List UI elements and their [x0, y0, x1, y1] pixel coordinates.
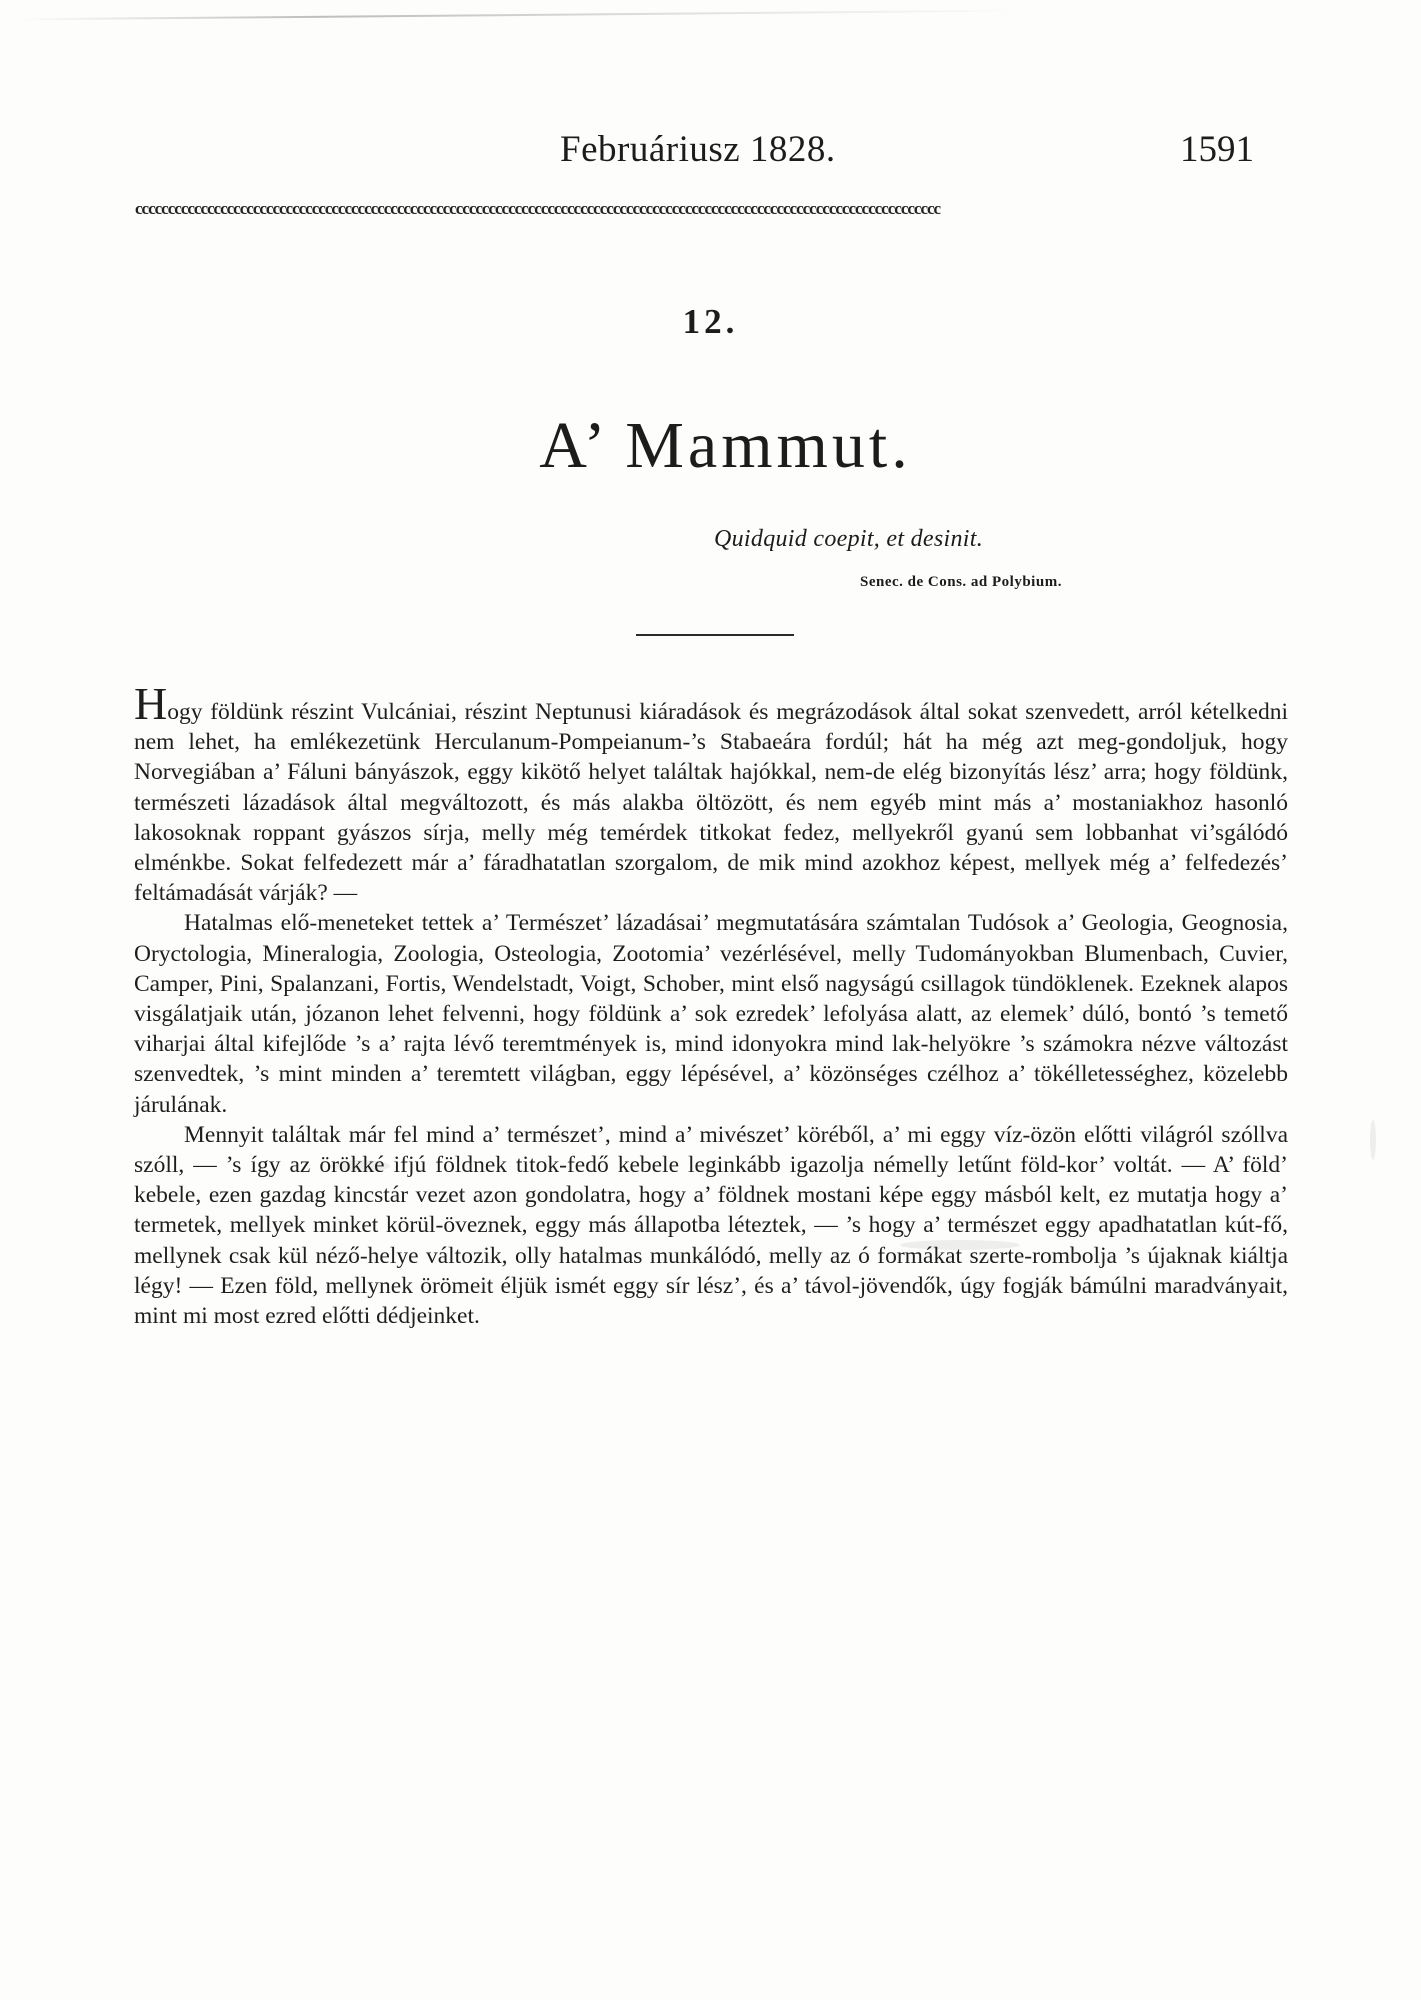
section-number: 12. [682, 302, 739, 341]
scan-edge-mark [20, 10, 1020, 21]
ornamental-rule: ccccccccccccccccccccccccccccccccccccccccccccccccccccccccccccccccccccccccccccccccccccccccccccccccccccccccccccccccccccccccccc [135, 200, 941, 218]
epigraph-source: Senec. de Cons. ad Polybium. [860, 574, 1062, 590]
paragraph-1 [134, 678, 1288, 908]
title-divider [636, 634, 794, 636]
drop-cap: H [134, 678, 168, 729]
paragraph-1-text: ogy földünk részint Vulcániai, részint Neptunusi kiáradások és megrázodások által sokat szenvedett, arról kételkedni nem lehet, ha emlékezetünk Herculanum-Pompeianum-’s Stabaeára fordúl; hát ha még azt meg-gondoljuk, hogy Norvegiában a’ Fáluni bányászok, eggy kikötő helyet találtak hajókkal, nem-de elég bizonyítás lész’ arra; hogy földünk, természeti lázadások által megváltozott, és más alakba öltözött, és nem egyéb mint más a’ mostaniakhoz hasonló lakosoknak roppant gyászos sírja, melly még temérdek titkokat fedez, mellyekről gyanú sem lobbanhat vi’sgálódó elménkbe. Sokat felfedezett már a’ fáradhatatlan szorgalom, de mik mind azokhoz képest, mellyek még a’ felfedezés’ feltámadását várják? — [134, 699, 1288, 907]
paragraph-3: Mennyit találtak már fel mind a’ természet’, mind a’ mivészet’ köréből, a’ mi eggy víz-özön előtti világról szóllva szóll, — ’s így az örökké ifjú földnek titok-fedő kebele leginkább igazolja némelly letűnt föld-kor’ voltát. — A’ föld’ kebele, ezen gazdag kincstár vezet azon gondolatra, hogy a’ földnek mostani képe eggy másból kelt, ez mutatja hogy a’ termetek, mellyek minket körül-öveznek, eggy más állapotba léteztek, — ’s hogy a’ természet eggy apadhatatlan kút-fő, mellynek csak kül néző-helye változik, olly hatalmas munkálódó, melly az ó formákat szerte-rombolja ’s újaknak kiáltja légy! — Ezen föld, mellynek örömeit éljük ismét eggy sír lész’, és a’ távol-jövendők, úgy fogják bámúlni maradványait, mint mi most ezred előtti dédjeinket. [134, 1121, 1288, 1330]
scan-smudge [1370, 1120, 1376, 1160]
article-title: A’ Mammut. [539, 409, 912, 482]
running-head: Februáriusz 1828. [560, 129, 836, 170]
paragraph-2: Hatalmas elő-meneteket tettek a’ Természet’ lázadásai’ megmutatására számtalan Tudósok a’ Geologia, Geognosia, Oryctologia, Mineralogia, Zoologia, Osteologia, Zootomia’ vezérlésével, melly Tudományokban Blumenbach, Cuvier, Camper, Pini, Spalanzani, Fortis, Wendelstadt, Voigt, Schober, mint első nagyságú csillagok tündöklenek. Ezeknek alapos visgálatjaik után, józanon lehet felvenni, hogy földünk a’ sok ezredek’ lefolyása alatt, az elemek’ dúló, bontó ’s temető viharjai által kifejlőde ’s a’ rajta lévő teremtmények is, mind idonyokra mind lak-helyökre ’s számokra nézve változást szenvedtek, ’s mint minden a’ teremtett világban, eggy lépésével, a’ közönséges czélhoz a’ tökélletességhez, közelebb járulának. [134, 910, 1288, 1118]
article-body [134, 678, 1288, 1331]
page-number: 1591 [1180, 129, 1254, 170]
epigraph: Quidquid coepit, et desinit. [714, 526, 984, 552]
